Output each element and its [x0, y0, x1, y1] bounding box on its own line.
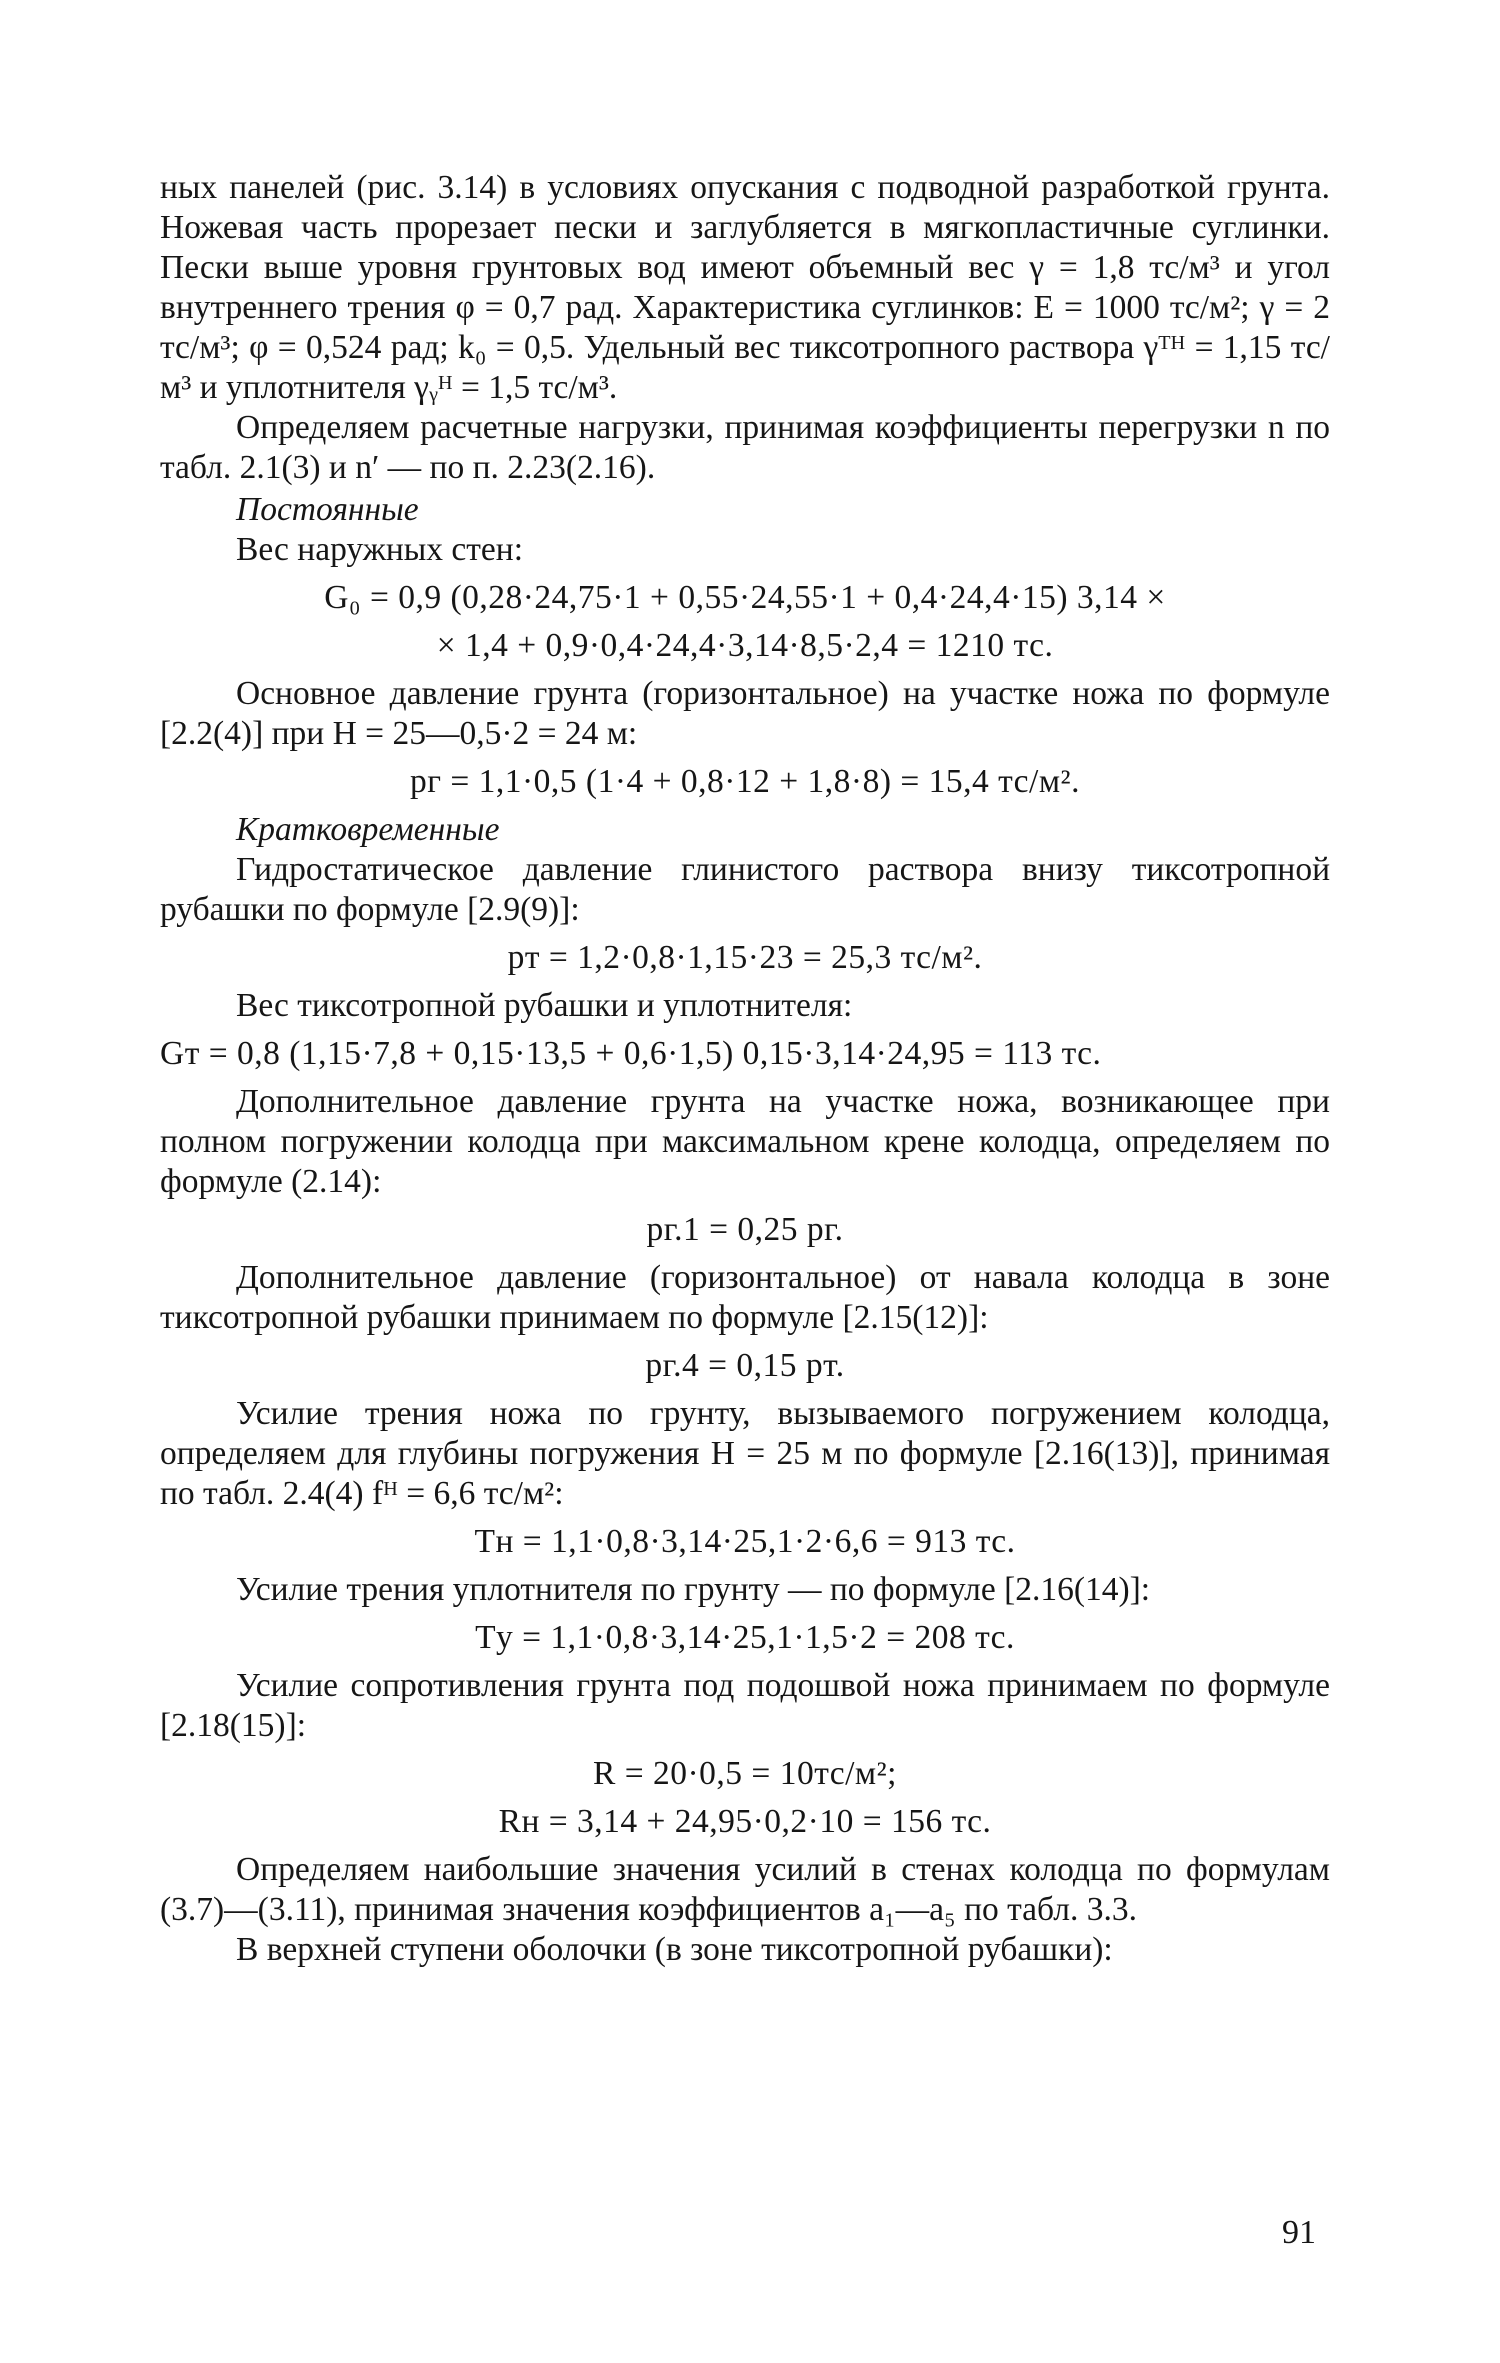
paragraph-hydrostatic: Гидростатическое давление глинистого раствора внизу тиксотропной рубашки по формуле [2.9(9)]:	[160, 851, 1330, 928]
formula-g0-line2: × 1,4 + 0,9·0,4·24,4·3,14·8,5·2,4 = 1210 тс.	[436, 627, 1054, 664]
page-body	[160, 168, 1330, 1970]
formula-ty: Tу = 1,1·0,8·3,14·25,1·1,5·2 = 208 тс.	[475, 1619, 1015, 1656]
paragraph-horizontal-pressure: Дополнительное давление (горизонтальное) от навала колодца в зоне тиксотропной рубашки принимаем по формуле [2.15(12)]:	[160, 1259, 1330, 1336]
subheading-short-term: Кратковременные	[236, 811, 500, 848]
formula-pg1: pг.1 = 0,25 pг.	[646, 1211, 844, 1248]
paragraph-wall-weight: Вес наружных стен:	[236, 531, 524, 568]
paragraph-jacket-weight: Вес тиксотропной рубашки и уплотнителя:	[236, 987, 853, 1024]
page-number: 91	[1282, 2214, 1316, 2251]
paragraph-knife-friction: Усилие трения ножа по грунту, вызываемого погружением колодца, определяем для глубины погружения H = 25 м по формуле [2.16(13)], принимая по табл. 2.4(4) fᴴ = 6,6 тс/м²:	[160, 1395, 1330, 1512]
paragraph-max-forces: Определяем наибольшие значения усилий в стенах колодца по формулам (3.7)—(3.11), принимая значения коэффициентов a₁—a₅ по табл. 3.3.	[160, 1851, 1330, 1928]
formula-rn: Rн = 3,14 + 24,95·0,2·10 = 156 тс.	[498, 1803, 992, 1840]
paragraph-additional-pressure: Дополнительное давление грунта на участке ножа, возникающее при полном погружении колодца при максимальном крене колодца, определяем по формуле (2.14):	[160, 1083, 1330, 1200]
paragraph-base-pressure: Основное давление грунта (горизонтальное) на участке ножа по формуле [2.2(4)] при H = 25—0,5·2 = 24 м:	[160, 675, 1330, 752]
paragraph-sealant-friction: Усилие трения уплотнителя по грунту — по формуле [2.16(14)]:	[236, 1571, 1151, 1608]
formula-pg4: pг.4 = 0,15 pт.	[645, 1347, 845, 1384]
subheading-permanent: Постоянные	[236, 491, 419, 528]
paragraph-soil-conditions: ных панелей (рис. 3.14) в условиях опускания с подводной разработкой грунта. Ножевая часть прорезает пески и заглубляется в мягкопластичные суглинки. Пески выше уровня грунтовых вод имеют объемный вес γ = 1,8 тс/м³ и угол внутреннего трения φ = 0,7 рад. Характеристика суглинков: E = 1000 тс/м²; γ = 2 тс/м³; φ = 0,524 рад; k₀ = 0,5. Удельный вес тиксотропного раствора γᵀᴴ = 1,15 тс/м³ и уплотнителя γᵧᴴ = 1,5 тс/м³.	[160, 169, 1330, 406]
formula-r: R = 20·0,5 = 10тс/м²;	[593, 1755, 897, 1792]
paragraph-design-loads: Определяем расчетные нагрузки, принимая коэффициенты перегрузки n по табл. 2.1(3) и n′ — по п. 2.23(2.16).	[160, 409, 1330, 486]
formula-tn: Tн = 1,1·0,8·3,14·25,1·2·6,6 = 913 тс.	[474, 1523, 1016, 1560]
formula-g0-line1: G₀ = 0,9 (0,28·24,75·1 + 0,55·24,55·1 + 0,4·24,4·15) 3,14 ×	[324, 579, 1166, 616]
formula-pg: pг = 1,1·0,5 (1·4 + 0,8·12 + 1,8·8) = 15,4 тс/м².	[410, 763, 1080, 800]
formula-gt: Gт = 0,8 (1,15·7,8 + 0,15·13,5 + 0,6·1,5) 0,15·3,14·24,95 = 113 тс.	[160, 1035, 1102, 1072]
paragraph-upper-stage: В верхней ступени оболочки (в зоне тиксотропной рубашки):	[236, 1931, 1113, 1968]
paragraph-soil-resistance: Усилие сопротивления грунта под подошвой ножа принимаем по формуле [2.18(15)]:	[160, 1667, 1330, 1744]
formula-pt: pт = 1,2·0,8·1,15·23 = 25,3 тс/м².	[507, 939, 983, 976]
